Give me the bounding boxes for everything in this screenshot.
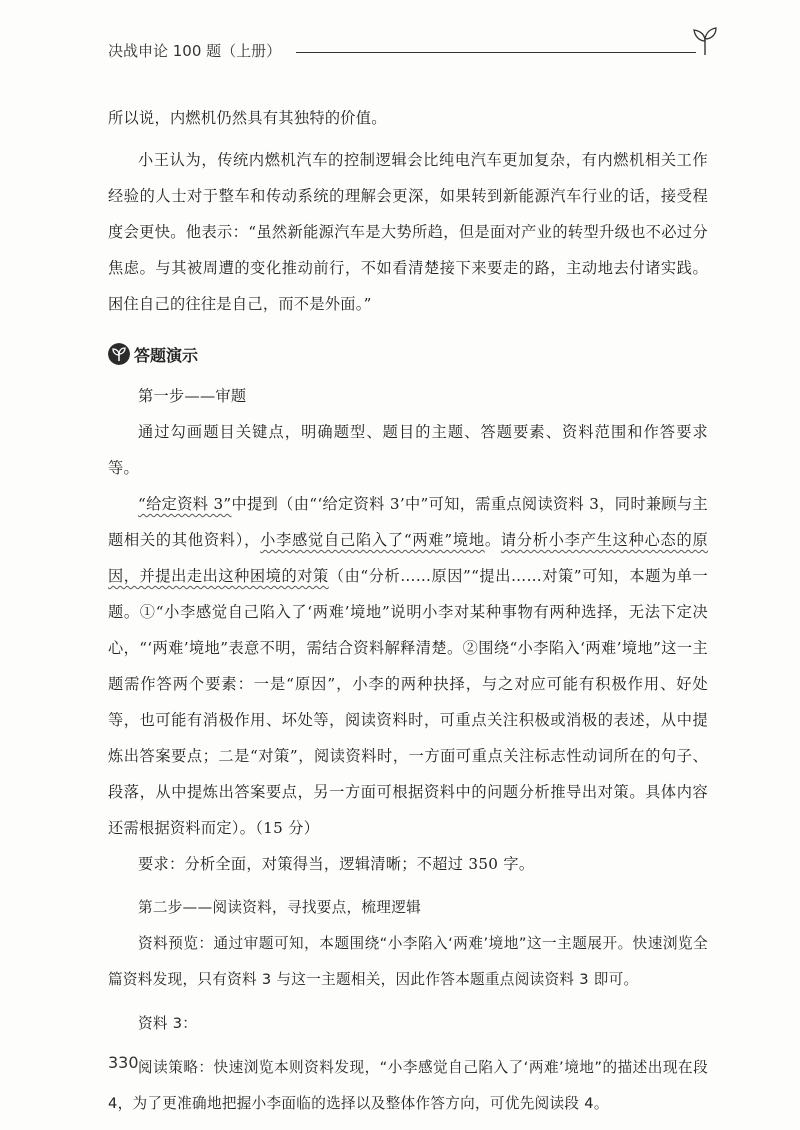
sprout-badge-icon [108,343,130,365]
step2-strategy: 阅读策略：快速浏览本则资料发现，“小李感觉自己陷入了‘两难’境地”的描述出现在段 4，为了更准确地把握小李面临的选择以及整体作答方向，可优先阅读段 4。 [108,1059,708,1112]
step2-preview: 资料预览：通过审题可知，本题围绕“小李陷入‘两难’境地”这一主题展开。快速浏览全篇资料发现，只有资料 3 与这一主题相关，因此作答本题重点阅读资料 3 即可。 [108,935,708,988]
paragraph: 所以说，内燃机仍然具有其独特的价值。 [108,109,387,127]
material-label: 资料 3： [138,1015,198,1032]
running-header [108,40,718,62]
book-title: 决战申论 100 题（上册） [108,42,282,60]
annotation: 中提到（由“‘给定资料 3’中”可知，需重点阅读资料 3，同时兼顾与主题相关的其他资料）， [108,495,708,549]
step1-question [108,486,708,846]
section-title: 答题演示 [134,345,199,365]
punctuation: 。 [484,531,501,549]
paragraph: 小王认为，传统内燃机汽车的控制逻辑会比纯电汽车更加复杂，有内燃机相关工作经验的人士对于整车和传动系统的理解会更深，如果转到新能源汽车行业的话，接受程度会更快。他表示：“虽然新能源汽车是大势所趋，但是面对产业的转型升级也不必过分焦虑。与其被周遭的变化推动前行，不如看清楚接下来要走的路，主动地去付诸实践。困住自己的往往是自己，而不是外面。” [108,151,708,313]
page-body [108,100,708,1122]
page-number: 330 [108,1053,139,1072]
annotation: （由“分析……原因”“提出……对策”可知，本题为单一题。①“小李感觉自己陷入了‘两难’境地”说明小李对某种事物有两种选择，无法下定决心，“‘两难’境地”表意不明，需结合资料解释清楚。②围绕“小李陷入‘两难’境地”这一主题需作答两个要素：一是“原因”，小李的两种抉择，与之对应可能有积极作用、好处等，也可能有消极作用、坏处等，阅读资料时，可重点关注积极或消极的表述，从中提炼出答案要点；二是“对策”，阅读资料时，一方面可重点关注标志性动词所在的句子、段落，从中提炼出答案要点，另一方面可根据资料中的问题分析推导出对策。具体内容还需根据资料而定）。（15 分） [108,567,709,837]
sprout-icon [692,26,718,56]
step1-intro: 通过勾画题目关键点，明确题型、题目的主题、答题要素、资料范围和作答要求等。 [108,423,708,477]
section-heading [108,334,708,374]
step1-title: 第一步——审题 [138,387,247,405]
step1-requirement: 要求：分析全面，对策得当，逻辑清晰；不超过 350 字。 [138,855,535,873]
underlined-phrase: 请分析小李产生这种心态的原因，并提出走出这种困境的对策 [108,531,708,585]
step2-title: 第二步——阅读资料，寻找要点，梳理逻辑 [138,899,421,916]
underlined-phrase: “给定资料 3” [138,495,232,513]
underlined-phrase: 小李感觉自己陷入了“两难”境地 [260,531,485,549]
header-rule [296,52,696,53]
